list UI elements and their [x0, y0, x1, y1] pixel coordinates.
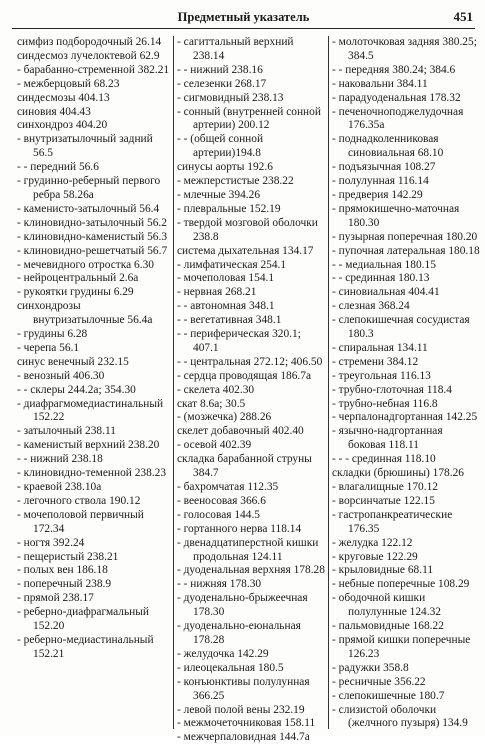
- index-entry: - желудка 122.12: [332, 536, 413, 549]
- index-entry: - межмочеточниковая 158.11: [177, 717, 316, 730]
- index-entry: - скелета 402.30: [177, 383, 255, 396]
- index-entry: - трубно-глоточная 118.4: [332, 383, 452, 396]
- index-entry: - внутризатылочный задний 56.5: [17, 133, 153, 160]
- index-entry: - прямой 238.17: [17, 592, 94, 605]
- index-entry: - клиновидно-теменной 238.23: [17, 467, 167, 480]
- index-entry: - рукоятки грудины 6.29: [17, 286, 134, 299]
- index-entry: - круговые 122.29: [332, 550, 418, 563]
- index-entry: - подъязычная 108.27: [332, 161, 436, 174]
- index-entry: - дуоденальная верхняя 178.28: [177, 564, 325, 577]
- index-entry: - сагиттальный верхний 238.14: [177, 36, 294, 62]
- index-entry: - каменистый верхний 238.20: [17, 439, 160, 452]
- index-entry: синхондрозы внутризатылочные 56.4а: [17, 300, 153, 327]
- index-entry: - небные поперечные 108.29: [332, 578, 470, 591]
- index-entry: - левой полой вены 232.19: [177, 703, 305, 716]
- index-entry: синус венечный 232.15: [17, 355, 129, 368]
- index-entry: - парадуоденальная 178.32: [332, 91, 461, 104]
- index-entry: - - передний 56.6: [17, 161, 99, 174]
- index-entry: - - центральная 272.12; 406.50: [177, 355, 323, 368]
- index-entry: - барабанно-стременной 382.21: [17, 63, 170, 76]
- index-entry: - - автономная 348.1: [177, 300, 275, 313]
- index-entry: - межперстистые 238.22: [177, 175, 294, 188]
- index-entry: - вееносовая 366.6: [177, 494, 266, 507]
- index-entry: - слепокишечные 180.7: [332, 689, 445, 702]
- index-entry: - затылочный 238.11: [17, 425, 116, 438]
- index-entry: - - вегетативная 348.1: [177, 314, 282, 327]
- index-entry: - треугольная 116.13: [332, 369, 431, 382]
- index-entry: - ресничные 356.22: [332, 675, 426, 688]
- index-entry: - грудины 6.28: [17, 328, 88, 341]
- index-entry: - краевой 238.10а: [17, 481, 102, 493]
- index-entry: - реберно-диафрагмальный 152.20: [17, 606, 149, 633]
- index-entry: - мечевидного отростка 6.30: [17, 258, 154, 271]
- index-entry: скат 8.6а; 30.5: [177, 397, 246, 410]
- index-entry: симфиз подбородочный 26.14: [17, 36, 162, 48]
- index-entry: - черепа 56.1: [17, 341, 80, 354]
- page-title: Предметный указатель: [177, 10, 310, 24]
- index-entry: скелет добавочный 402.40: [177, 425, 304, 438]
- index-entry: - твердой мозговой оболочки 238.8: [177, 216, 318, 243]
- index-entry: - илеоцекальная 180.5: [177, 661, 284, 674]
- index-entry: - - нижний 238.16: [177, 63, 263, 76]
- index-entry: складки (брюшины) 178.26: [332, 467, 464, 480]
- index-entry: - - передняя 380.24; 384.6: [332, 63, 456, 76]
- index-entry: - (мозжечка) 288.26: [177, 411, 272, 424]
- index-entry: синхондроз 404.20: [17, 119, 108, 132]
- index-entry: - ворсинчатые 122.15: [332, 494, 435, 507]
- index-entry: - слезная 368.24: [332, 300, 410, 313]
- index-entry: - синовиальная 404.41: [332, 286, 440, 299]
- index-entry: - грудинно-реберный первого ребра 58.26а: [17, 175, 161, 201]
- index-entry: - черпалонадгортанная 142.25: [332, 411, 478, 424]
- index-entry: - легочного ствола 190.12: [17, 494, 141, 507]
- index-entry: - гортанного нерва 118.14: [177, 522, 302, 535]
- index-entry: - голосовая 144.5: [177, 508, 260, 521]
- index-entry: - - срединная 180.13: [332, 272, 430, 285]
- running-header: [12, 6, 475, 29]
- index-entry: - селезенки 268.17: [177, 77, 267, 90]
- index-entry: - пещеристый 238.21: [17, 550, 119, 563]
- index-entry: - - нижняя 178.30: [177, 578, 262, 591]
- index-entry: - поперечный 238.9: [17, 578, 112, 591]
- index-entry: - лимфатическая 254.1: [177, 258, 287, 271]
- index-entry: складка барабанной струны 384.7: [177, 453, 312, 480]
- index-entry: - стремени 384.12: [332, 355, 419, 368]
- index-entry: - клиновидно-каменистый 56.3: [17, 230, 168, 243]
- index-column-3: [332, 36, 482, 732]
- index-entry: - язычно-надгортанная боковая 118.11: [332, 425, 443, 452]
- index-entry: - осевой 402.39: [177, 439, 252, 452]
- index-entry: - межберцовый 68.23: [17, 77, 120, 90]
- index-entry: - - медиальная 180.15: [332, 258, 436, 271]
- index-entry: - реберно-медиастинальный 152.21: [17, 633, 154, 660]
- index-entry: синусы аорты 192.6: [177, 161, 273, 174]
- index-entry: синдесмоз лучелоктевой 62.9: [17, 49, 160, 62]
- index-entry: - поднадколенниковая синовиальная 68.10: [332, 133, 444, 160]
- index-entry: - наковальни 384.11: [332, 77, 428, 90]
- index-entry: - - - срединная 118.10: [332, 453, 436, 466]
- index-entry: - крыловидные 68.11: [332, 564, 434, 577]
- index-entry: - млечные 394.26: [177, 188, 261, 201]
- index-column-2: [177, 36, 327, 744]
- index-entry: - плевральные 152.19: [177, 202, 281, 215]
- index-entry: - - склеры 244.2а; 354.30: [17, 383, 136, 396]
- index-entry: - полулунная 116.14: [332, 175, 429, 188]
- index-entry: - клиновидно-затылочный 56.2: [17, 216, 167, 229]
- index-entry: - слизистой оболочки (желчного пузыря) 134.9: [332, 703, 468, 730]
- index-entry: - - нижний 238.18: [17, 453, 103, 466]
- index-entry: - желудочка 142.29: [177, 647, 269, 660]
- index-entry: - дуоденально-еюнальная 178.28: [177, 620, 301, 646]
- index-entry: - сердца проводящая 186.7а: [177, 369, 312, 382]
- column-divider: [173, 36, 174, 729]
- index-entry: - спиральная 134.11: [332, 341, 428, 354]
- index-entry: - предверия 142.29: [332, 188, 423, 201]
- index-entry: - межчерпаловидная 144.7а: [177, 731, 310, 744]
- index-entry: - венозный 406.30: [17, 369, 105, 382]
- index-entry: - прямокишечно-маточная 180.30: [332, 202, 460, 229]
- index-entry: - дуоденально-брыжеечная 178.30: [177, 592, 308, 619]
- index-entry: система дыхательная 134.17: [177, 244, 314, 257]
- index-entry: - пузырная поперечная 180.20: [332, 230, 478, 243]
- page-number: 451: [453, 9, 473, 24]
- column-divider: [328, 36, 329, 729]
- index-entry: - ногтя 392.24: [17, 536, 85, 549]
- index-entry: - печеночноподжелудочная 176.35а: [332, 105, 464, 132]
- index-entry: - гастропанкреатические 176.35: [332, 508, 453, 535]
- index-entry: - полых вен 186.18: [17, 564, 108, 577]
- index-entry: - клиновидно-решетчатый 56.7: [17, 244, 168, 257]
- index-entry: - бахромчатая 112.35: [177, 481, 279, 493]
- index-entry: - радужки 358.8: [332, 661, 409, 674]
- index-entry: синдесмозы 404.13: [17, 91, 110, 104]
- index-entry: - пупочная латеральная 180.18: [332, 244, 480, 257]
- index-entry: - - (общей сонной артерии)194.8: [177, 133, 264, 160]
- index-entry: - двенадцатиперстной кишки продольная 124.11: [177, 536, 319, 563]
- index-entry: - пальмовидные 168.22: [332, 620, 444, 633]
- index-entry: - трубно-небная 116.8: [332, 397, 438, 410]
- index-entry: - влагалищные 170.12: [332, 481, 438, 493]
- index-entry: - прямой кишки поперечные 126.23: [332, 633, 471, 660]
- index-entry: - мочеполовой первичный 172.34: [17, 508, 144, 535]
- index-entry: - молоточковая задняя 380.25; 384.5: [332, 36, 477, 62]
- index-entry: - диафрагмомедиастинальный 152.22: [17, 397, 164, 424]
- index-entry: - нервная 268.21: [177, 286, 257, 299]
- index-entry: - сонный (внутренней сонной артерии) 200.12: [177, 105, 321, 132]
- index-entry: - каменисто-затылочный 56.4: [17, 202, 160, 215]
- index-entry: - - периферическая 320.1; 407.1: [177, 328, 301, 354]
- index-entry: - сигмовидный 238.13: [177, 91, 284, 104]
- index-entry: - нейроцентральный 2.6а: [17, 272, 139, 285]
- index-column-1: [17, 36, 170, 732]
- index-entry: - конъюнктивы полулунная 366.25: [177, 675, 310, 702]
- index-entry: синовия 404.43: [17, 105, 91, 118]
- index-entry: - ободочной кишки полулунные 124.32: [332, 592, 441, 619]
- index-entry: - слепокишечная сосудистая 180.3: [332, 314, 470, 341]
- index-entry: - мочеполовая 154.1: [177, 272, 275, 285]
